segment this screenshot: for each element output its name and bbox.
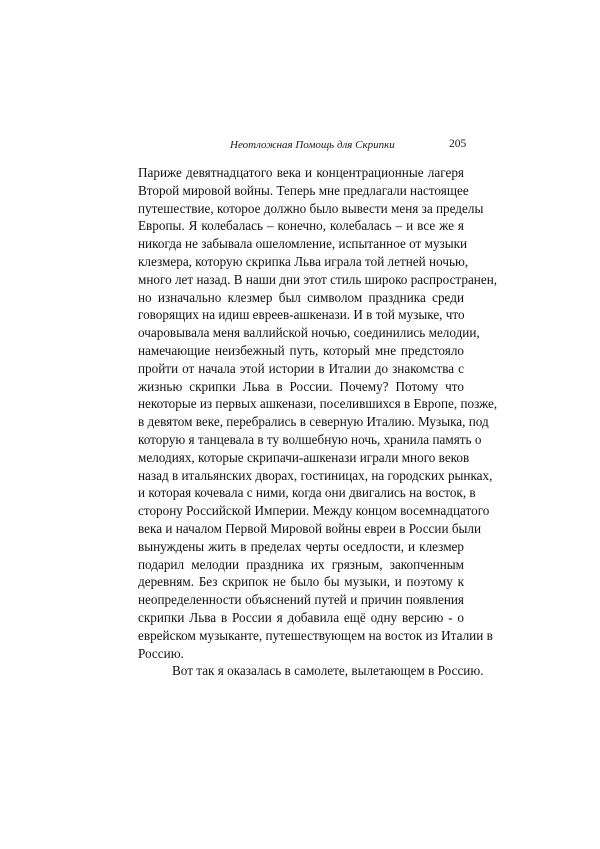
text-line: никогда не забывала ошеломление, испытанное от музыки [138, 236, 468, 252]
text-line: Париже девятнадцатого века и концентрационные лагеря [138, 165, 464, 180]
text-line: назад в итальянских дворах, гостиницах, на городских рынках, [138, 467, 493, 483]
page-number: 205 [449, 138, 467, 150]
text-line: вынуждены жить в пределах черты оседлости, и клезмер [138, 538, 464, 554]
text-line: Россию. [138, 645, 184, 661]
text-line: мелодиях, которые скрипачи-ашкенази играли много веков [138, 449, 470, 465]
text-line: подарил мелодии праздника их грязным, закопченным [138, 556, 464, 572]
text-line: жизнью скрипки Льва в России. Почему? Потому что [138, 378, 464, 394]
text-line: говорящих на идиш евреев-ашкенази. И в той музыке, что [138, 307, 465, 323]
text-line: путешествие, которое должно было вывести меня за пределы [138, 200, 484, 216]
text-line: скрипки Льва в России я добавила ещё одну версию - о [138, 609, 464, 625]
text-line: которую я танцевала в ту волшебную ночь, хранила память о [138, 431, 482, 447]
text-line: в девятом веке, перебрались в северную Италию. Музыка, под [138, 414, 489, 430]
text-line: Второй мировой войны. Теперь мне предлагали настоящее [138, 182, 469, 198]
running-header-title: Неотложная Помощь для Скрипки [230, 139, 395, 151]
text-line: много лет назад. В наши дни этот стиль широко распространен, [138, 271, 498, 287]
text-line: сторону Российской Империи. Между концом восемнадцатого [138, 503, 490, 519]
text-line: клезмера, которую скрипка Льва играла той летней ночью, [138, 253, 469, 269]
body-text [138, 164, 498, 680]
text-line: некоторые из первых ашкенази, поселившихся в Европе, позже, [138, 396, 498, 412]
text-line: века и началом Первой Мировой войны евреи в России были [138, 520, 482, 536]
text-line: Вот так я оказалась в самолете, вылетающем в Россию. [172, 663, 484, 679]
text-line: неопределенности объяснений путей и причин появления [138, 592, 464, 608]
text-line: Европы. Я колебалась – конечно, колебалась – и все же я [138, 218, 464, 234]
text-line: пройти от начала этой истории в Италии до знакомства с [138, 360, 464, 376]
paragraph [138, 164, 498, 662]
text-line: деревням. Без скрипок не было бы музыки, и поэтому к [138, 574, 464, 590]
closing-paragraph [138, 662, 484, 680]
text-line: намечающие неизбежный путь, который мне предстояло [138, 342, 464, 358]
text-line: и которая кочевала с ними, когда они двигались на восток, в [138, 485, 476, 501]
text-line: но изначально клезмер был символом праздника среди [138, 289, 464, 305]
text-line: еврейском музыканте, путешествующем на восток из Италии в [138, 627, 493, 643]
text-line: очаровывала меня валлийской ночью, соединились мелодии, [138, 325, 480, 341]
